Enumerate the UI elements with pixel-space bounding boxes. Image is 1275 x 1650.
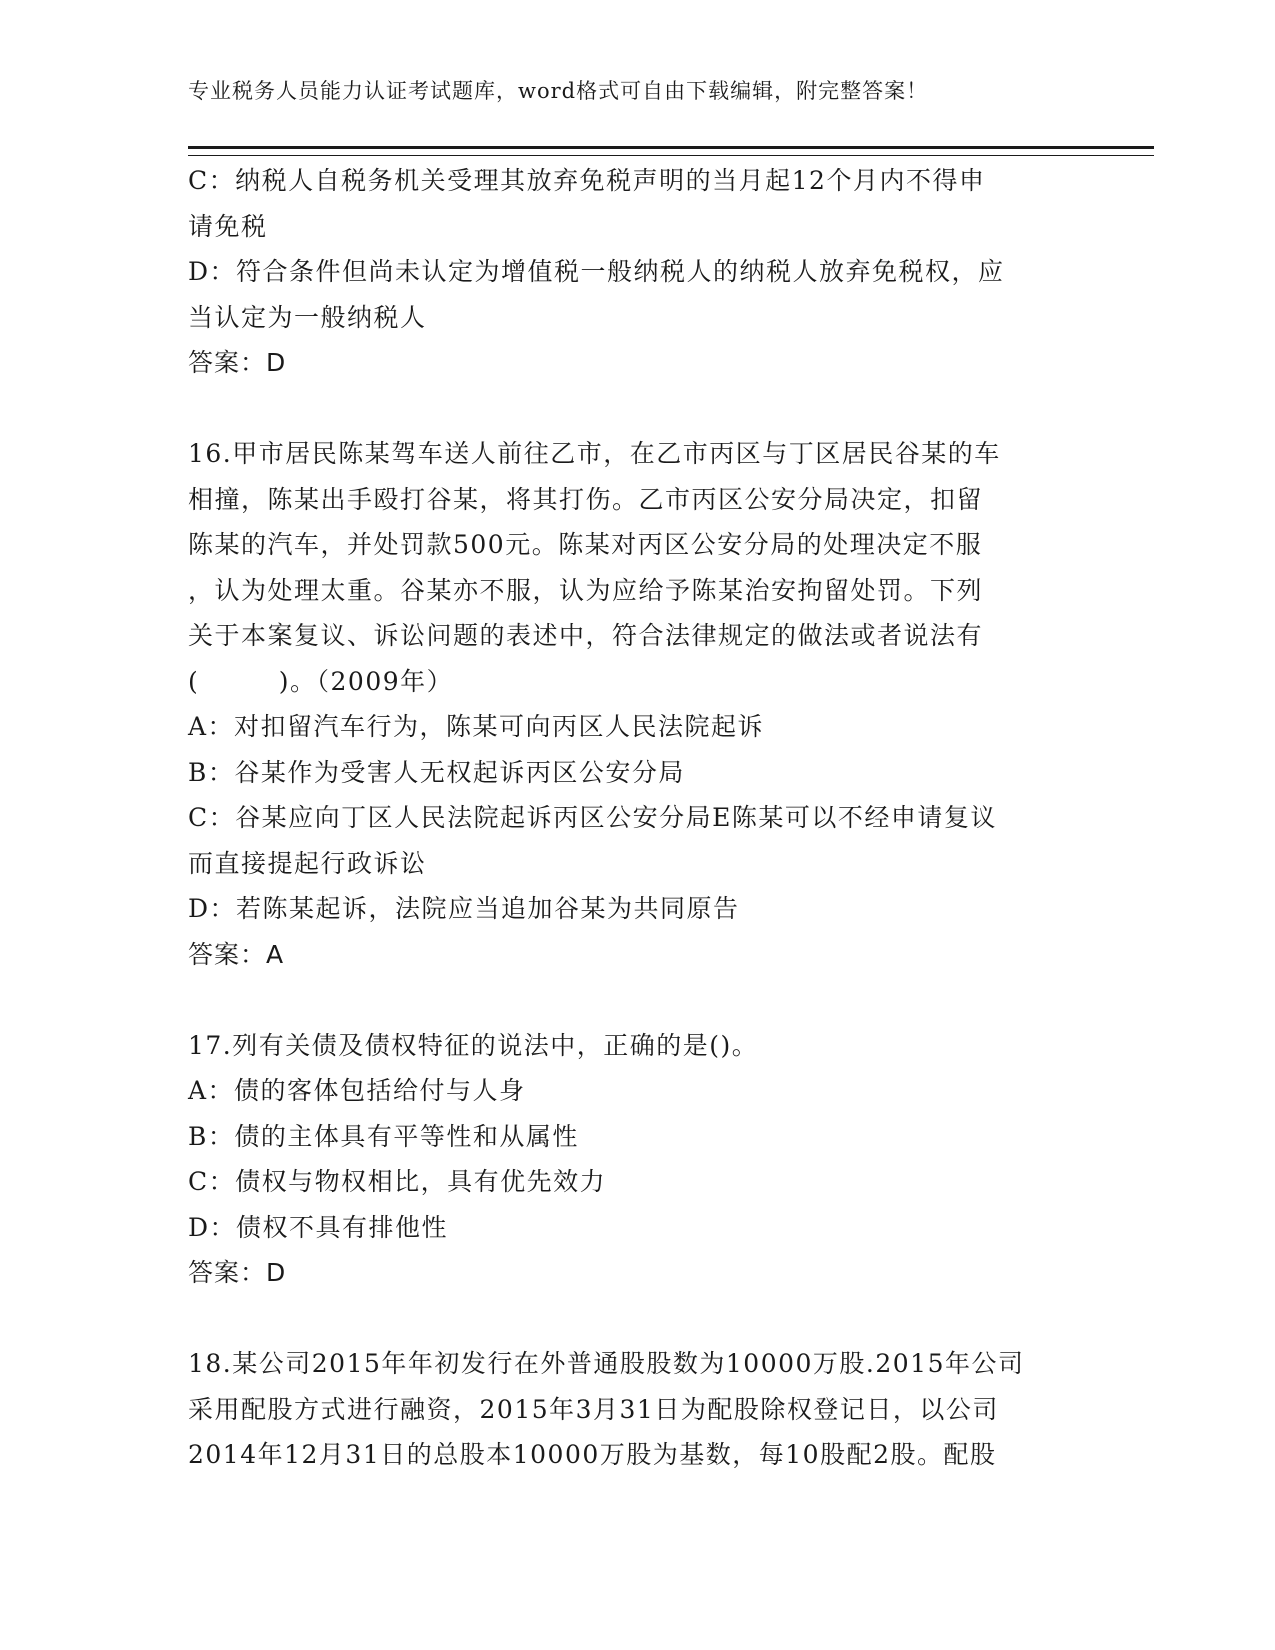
text-line: 采用配股方式进行融资，2015年3月31日为配股除权登记日，以公司 <box>188 1394 999 1424</box>
text-line: C：谷某应向丁区人民法院起诉丙区公安分局E陈某可以不经申请复议 <box>188 803 997 832</box>
page-header: 专业税务人员能力认证考试题库，word格式可自由下载编辑，附完整答案！ <box>188 79 929 103</box>
text-line: ，认为处理太重。谷某亦不服，认为应给予陈某治安拘留处罚。下列 <box>188 575 984 605</box>
question-content <box>188 158 1088 1478</box>
question-block <box>188 1023 1088 1296</box>
text-line: 当认定为一般纳税人 <box>188 302 427 332</box>
text-line: B：债的主体具有平等性和从属性 <box>188 1121 579 1151</box>
text-line: 18.某公司2015年年初发行在外普通股股数为10000万股.2015年公司 <box>188 1349 1025 1378</box>
block-spacer <box>188 977 1088 1023</box>
text-line: ( )。（2009年） <box>188 666 454 696</box>
text-line: C：纳税人自税务机关受理其放弃免税声明的当月起12个月内不得申 <box>188 166 986 195</box>
text-line: C：债权与物权相比，具有优先效力 <box>188 1167 607 1196</box>
text-line: D：符合条件但尚未认定为增值税一般纳税人的纳税人放弃免税权，应 <box>188 257 1005 286</box>
answer-line: 答案：D <box>188 348 287 377</box>
text-line: A：对扣留汽车行为，陈某可向丙区人民法院起诉 <box>188 712 765 741</box>
text-line: 16.甲市居民陈某驾车送人前往乙市，在乙市丙区与丁区居民谷某的车 <box>188 439 1001 468</box>
text-line: 相撞，陈某出手殴打谷某，将其打伤。乙市丙区公安分局决定，扣留 <box>188 484 984 514</box>
text-line: D：若陈某起诉，法院应当追加谷某为共同原告 <box>188 894 740 923</box>
answer-line: 答案：D <box>188 1258 287 1287</box>
question-block <box>188 431 1088 977</box>
text-line: 请免税 <box>188 211 268 241</box>
text-line: 17.列有关债及债权特征的说法中，正确的是()。 <box>188 1030 759 1060</box>
text-line: 而直接提起行政诉讼 <box>188 848 427 878</box>
question-block <box>188 158 1088 386</box>
header-divider <box>188 146 1154 156</box>
block-spacer <box>188 1296 1088 1342</box>
text-line: 2014年12月31日的总股本10000万股为基数，每10股配2股。配股 <box>188 1440 997 1469</box>
text-line: 陈某的汽车，并处罚款500元。陈某对丙区公安分局的处理决定不服 <box>188 530 983 559</box>
text-line: B：谷某作为受害人无权起诉丙区公安分局 <box>188 757 685 787</box>
text-line: 关于本案复议、诉讼问题的表述中，符合法律规定的做法或者说法有 <box>188 621 984 650</box>
answer-line: 答案：A <box>188 939 285 969</box>
text-line: D：债权不具有排他性 <box>188 1212 449 1242</box>
block-spacer <box>188 386 1088 432</box>
text-line: A：债的客体包括给付与人身 <box>188 1076 526 1105</box>
question-block <box>188 1341 1088 1478</box>
